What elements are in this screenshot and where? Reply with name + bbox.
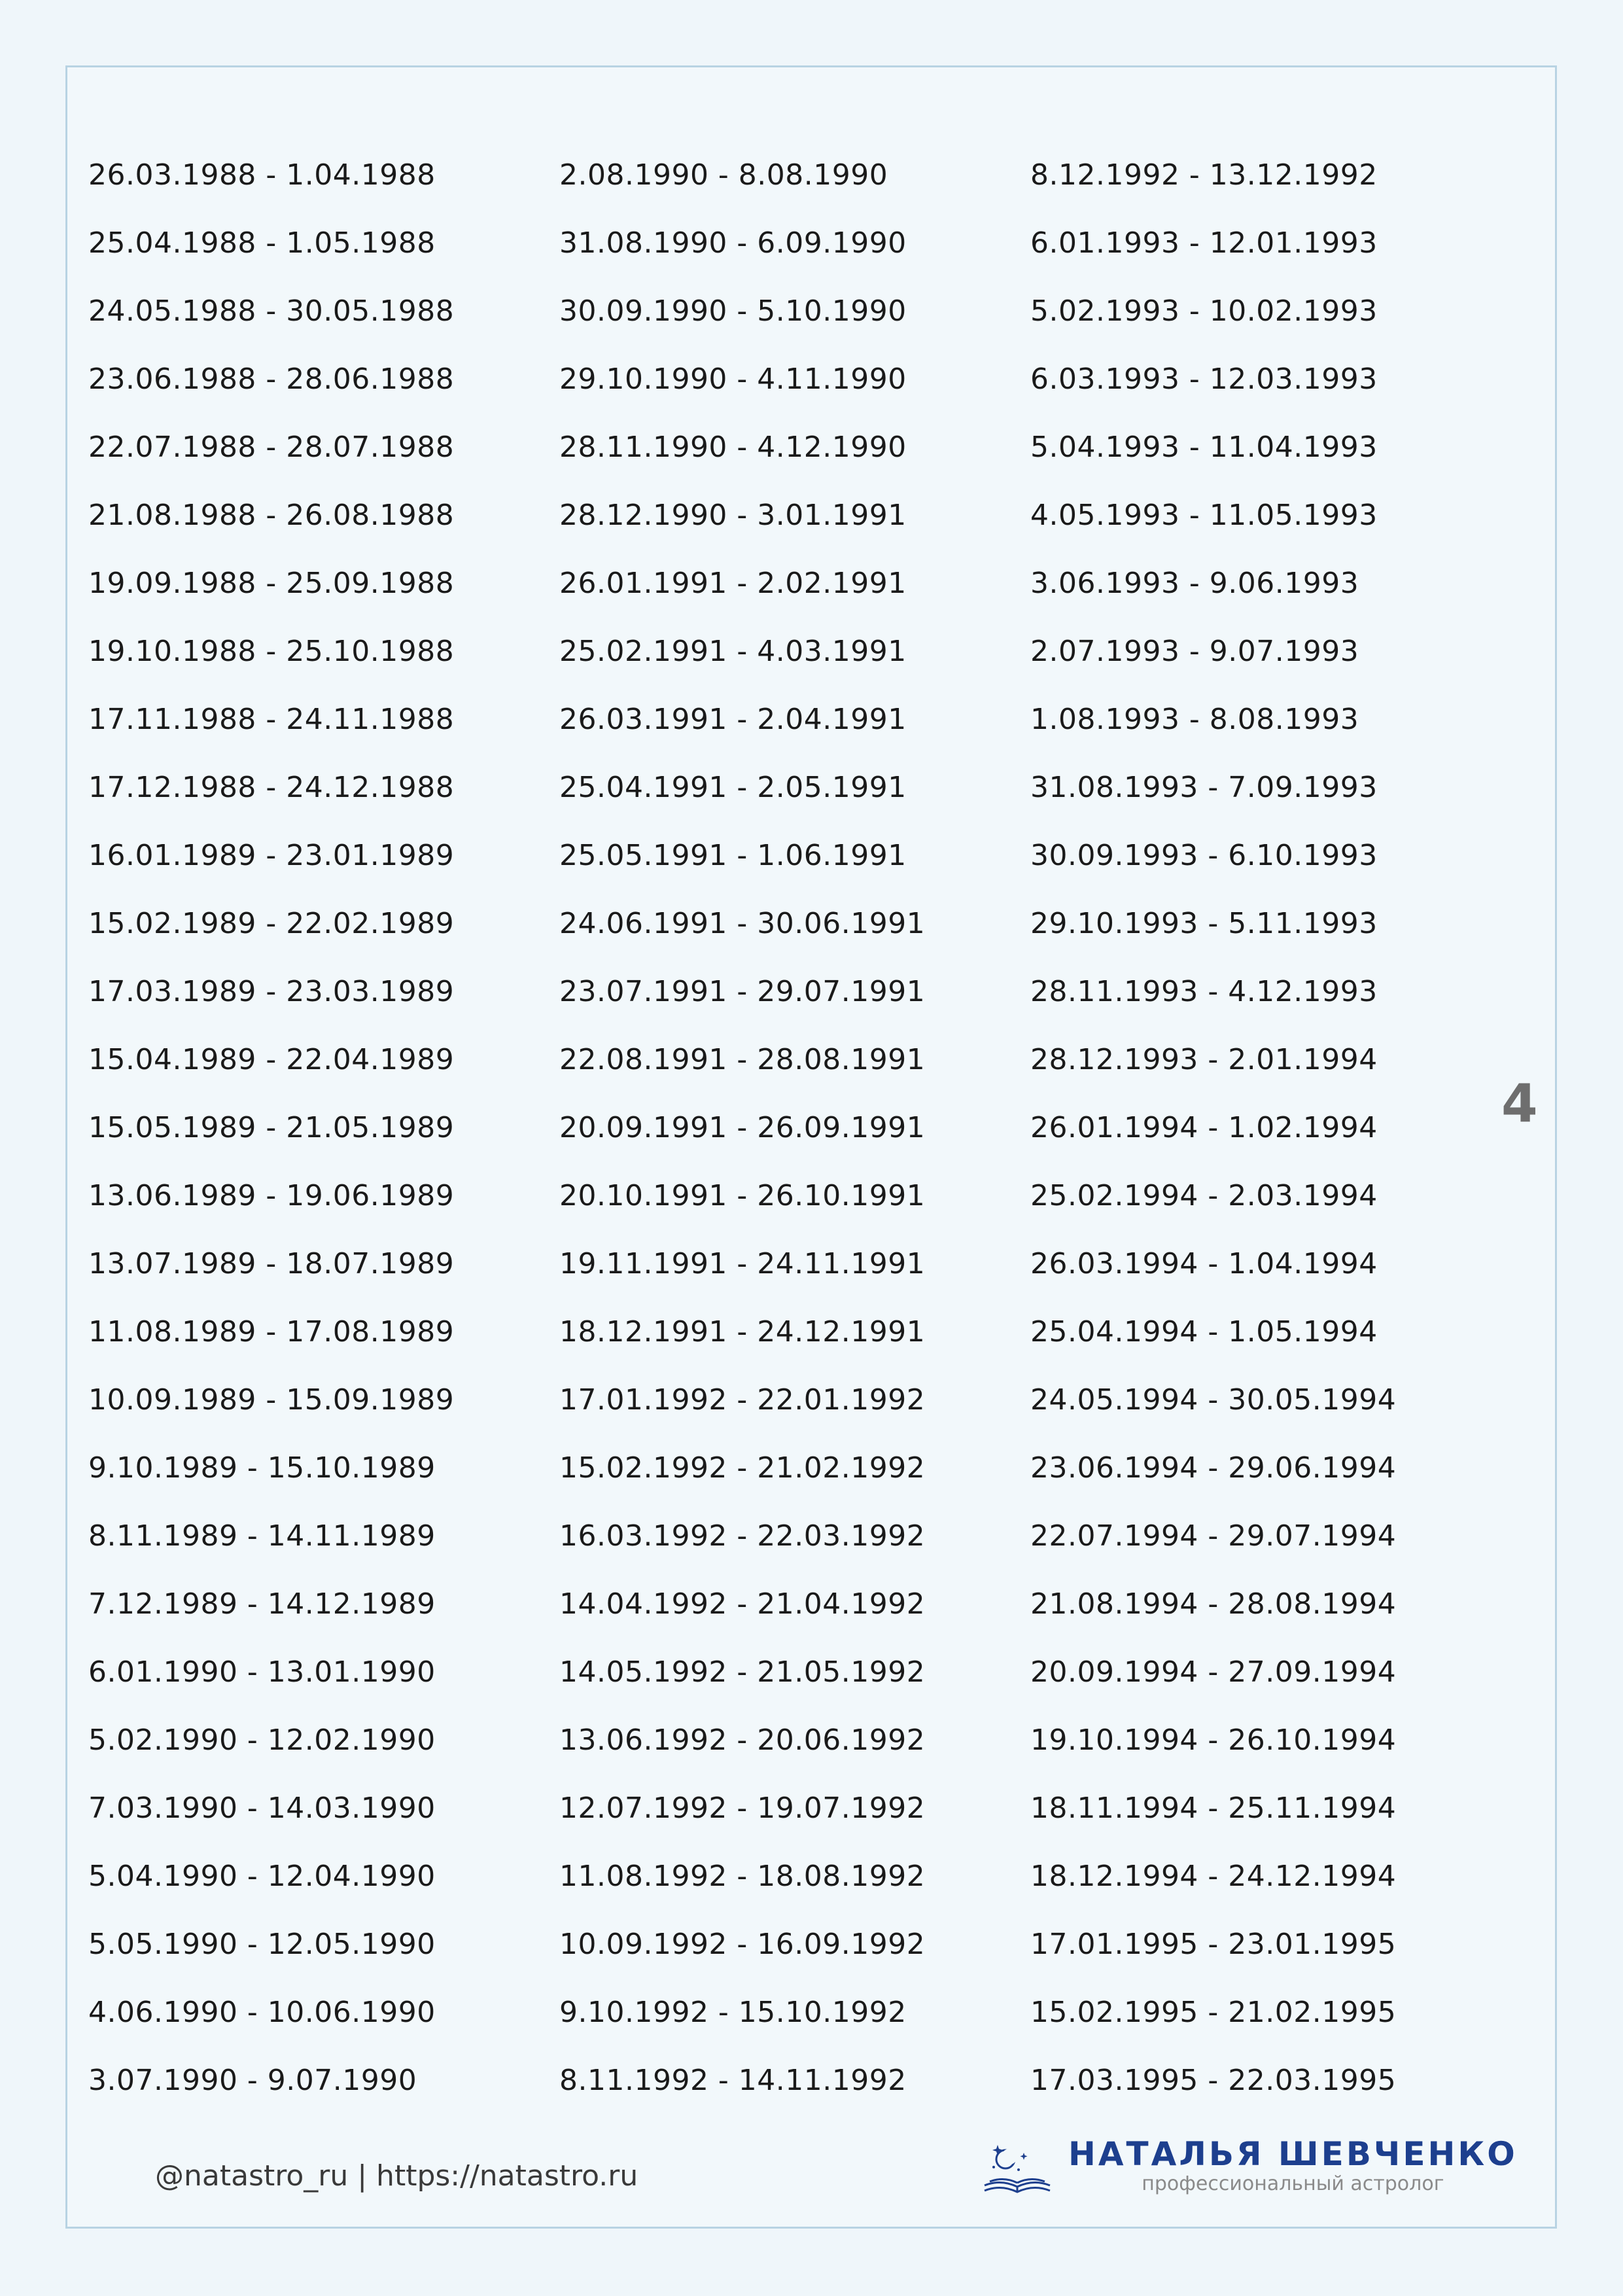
date-range-item: 25.02.1994 - 2.03.1994 xyxy=(1030,1179,1378,1212)
book-star-logo-icon xyxy=(978,2133,1056,2199)
date-range-item: 8.11.1992 - 14.11.1992 xyxy=(559,2064,907,2097)
date-range-item: 5.05.1990 - 12.05.1990 xyxy=(88,1928,436,1961)
date-range-item: 20.09.1991 - 26.09.1991 xyxy=(559,1111,926,1144)
date-range-item: 15.02.1989 - 22.02.1989 xyxy=(88,907,455,940)
date-range-item: 16.01.1989 - 23.01.1989 xyxy=(88,839,455,872)
date-range-item: 14.04.1992 - 21.04.1992 xyxy=(559,1587,926,1621)
date-range-item: 14.05.1992 - 21.05.1992 xyxy=(559,1655,926,1689)
date-range-item: 23.06.1988 - 28.06.1988 xyxy=(88,362,455,396)
date-range-item: 16.03.1992 - 22.03.1992 xyxy=(559,1519,926,1553)
date-range-item: 26.03.1988 - 1.04.1988 xyxy=(88,158,436,192)
date-range-item: 25.04.1994 - 1.05.1994 xyxy=(1030,1315,1378,1349)
date-range-item: 28.11.1990 - 4.12.1990 xyxy=(559,431,907,464)
date-range-item: 24.06.1991 - 30.06.1991 xyxy=(559,907,926,940)
date-range-item: 25.04.1991 - 2.05.1991 xyxy=(559,771,907,804)
date-range-item: 7.03.1990 - 14.03.1990 xyxy=(88,1792,436,1825)
date-range-item: 17.03.1995 - 22.03.1995 xyxy=(1030,2064,1397,2097)
brand-name: НАТАЛЬЯ ШЕВЧЕНКО xyxy=(1068,2135,1518,2173)
date-range-item: 18.11.1994 - 25.11.1994 xyxy=(1030,1792,1397,1825)
date-range-grid xyxy=(0,141,1623,2115)
date-range-item: 7.12.1989 - 14.12.1989 xyxy=(88,1587,436,1621)
date-range-item: 29.10.1993 - 5.11.1993 xyxy=(1030,907,1378,940)
date-range-item: 17.11.1988 - 24.11.1988 xyxy=(88,703,455,736)
date-range-item: 13.06.1992 - 20.06.1992 xyxy=(559,1723,926,1757)
date-range-item: 21.08.1994 - 28.08.1994 xyxy=(1030,1587,1397,1621)
date-range-item: 5.04.1990 - 12.04.1990 xyxy=(88,1860,436,1893)
date-range-item: 4.06.1990 - 10.06.1990 xyxy=(88,1996,436,2029)
date-range-item: 8.11.1989 - 14.11.1989 xyxy=(88,1519,436,1553)
date-range-item: 3.06.1993 - 9.06.1993 xyxy=(1030,567,1359,600)
date-range-item: 31.08.1990 - 6.09.1990 xyxy=(559,226,907,260)
date-range-item: 9.10.1992 - 15.10.1992 xyxy=(559,1996,907,2029)
date-range-item: 19.10.1988 - 25.10.1988 xyxy=(88,635,455,668)
column-1 xyxy=(88,141,559,2115)
date-range-item: 11.08.1992 - 18.08.1992 xyxy=(559,1860,926,1893)
date-range-item: 28.11.1993 - 4.12.1993 xyxy=(1030,975,1378,1008)
date-range-item: 12.07.1992 - 19.07.1992 xyxy=(559,1792,926,1825)
date-range-item: 23.07.1991 - 29.07.1991 xyxy=(559,975,926,1008)
date-range-item: 29.10.1990 - 4.11.1990 xyxy=(559,362,907,396)
date-range-item: 15.02.1995 - 21.02.1995 xyxy=(1030,1996,1397,2029)
date-range-item: 28.12.1993 - 2.01.1994 xyxy=(1030,1043,1378,1076)
date-range-item: 2.07.1993 - 9.07.1993 xyxy=(1030,635,1359,668)
date-range-item: 1.08.1993 - 8.08.1993 xyxy=(1030,703,1359,736)
date-range-item: 13.07.1989 - 18.07.1989 xyxy=(88,1247,455,1280)
date-range-item: 17.12.1988 - 24.12.1988 xyxy=(88,771,455,804)
date-range-item: 10.09.1989 - 15.09.1989 xyxy=(88,1383,455,1417)
date-range-item: 22.07.1994 - 29.07.1994 xyxy=(1030,1519,1397,1553)
date-range-item: 18.12.1991 - 24.12.1991 xyxy=(559,1315,926,1349)
date-range-item: 6.03.1993 - 12.03.1993 xyxy=(1030,362,1378,396)
date-range-item: 17.01.1995 - 23.01.1995 xyxy=(1030,1928,1397,1961)
column-3 xyxy=(1030,141,1501,2115)
date-range-item: 19.11.1991 - 24.11.1991 xyxy=(559,1247,926,1280)
date-range-item: 30.09.1993 - 6.10.1993 xyxy=(1030,839,1378,872)
date-range-item: 20.10.1991 - 26.10.1991 xyxy=(559,1179,926,1212)
date-range-item: 11.08.1989 - 17.08.1989 xyxy=(88,1315,455,1349)
date-range-item: 24.05.1994 - 30.05.1994 xyxy=(1030,1383,1397,1417)
date-range-item: 19.09.1988 - 25.09.1988 xyxy=(88,567,455,600)
date-range-item: 26.03.1994 - 1.04.1994 xyxy=(1030,1247,1378,1280)
date-range-item: 5.04.1993 - 11.04.1993 xyxy=(1030,431,1378,464)
page-number: 4 xyxy=(1501,1073,1538,1134)
date-range-item: 10.09.1992 - 16.09.1992 xyxy=(559,1928,926,1961)
date-range-item: 3.07.1990 - 9.07.1990 xyxy=(88,2064,417,2097)
date-range-item: 26.03.1991 - 2.04.1991 xyxy=(559,703,907,736)
date-range-item: 4.05.1993 - 11.05.1993 xyxy=(1030,499,1378,532)
date-range-item: 21.08.1988 - 26.08.1988 xyxy=(88,499,455,532)
date-range-item: 18.12.1994 - 24.12.1994 xyxy=(1030,1860,1397,1893)
date-range-item: 31.08.1993 - 7.09.1993 xyxy=(1030,771,1378,804)
brand-text xyxy=(1068,2136,1518,2196)
date-range-item: 25.02.1991 - 4.03.1991 xyxy=(559,635,907,668)
date-range-item: 26.01.1994 - 1.02.1994 xyxy=(1030,1111,1378,1144)
date-range-item: 15.04.1989 - 22.04.1989 xyxy=(88,1043,455,1076)
date-range-item: 22.07.1988 - 28.07.1988 xyxy=(88,431,455,464)
date-range-item: 24.05.1988 - 30.05.1988 xyxy=(88,294,455,328)
date-range-item: 13.06.1989 - 19.06.1989 xyxy=(88,1179,455,1212)
footer-contacts: @natastro_ru | https://natastro.ru xyxy=(155,2159,638,2193)
date-range-item: 6.01.1990 - 13.01.1990 xyxy=(88,1655,436,1689)
date-range-item: 30.09.1990 - 5.10.1990 xyxy=(559,294,907,328)
date-range-item: 23.06.1994 - 29.06.1994 xyxy=(1030,1451,1397,1485)
date-range-item: 5.02.1990 - 12.02.1990 xyxy=(88,1723,436,1757)
brand-block xyxy=(978,2133,1518,2199)
date-range-item: 2.08.1990 - 8.08.1990 xyxy=(559,158,888,192)
date-range-item: 25.05.1991 - 1.06.1991 xyxy=(559,839,907,872)
date-range-item: 26.01.1991 - 2.02.1991 xyxy=(559,567,907,600)
column-2 xyxy=(559,141,1030,2115)
date-range-item: 5.02.1993 - 10.02.1993 xyxy=(1030,294,1378,328)
brand-subtitle: профессиональный астролог xyxy=(1142,2172,1444,2195)
date-range-item: 22.08.1991 - 28.08.1991 xyxy=(559,1043,926,1076)
date-range-item: 17.01.1992 - 22.01.1992 xyxy=(559,1383,926,1417)
date-range-item: 15.02.1992 - 21.02.1992 xyxy=(559,1451,926,1485)
date-range-item: 25.04.1988 - 1.05.1988 xyxy=(88,226,436,260)
date-range-item: 9.10.1989 - 15.10.1989 xyxy=(88,1451,436,1485)
date-range-item: 6.01.1993 - 12.01.1993 xyxy=(1030,226,1378,260)
date-range-item: 19.10.1994 - 26.10.1994 xyxy=(1030,1723,1397,1757)
date-range-item: 20.09.1994 - 27.09.1994 xyxy=(1030,1655,1397,1689)
date-range-item: 8.12.1992 - 13.12.1992 xyxy=(1030,158,1378,192)
date-range-item: 15.05.1989 - 21.05.1989 xyxy=(88,1111,455,1144)
date-range-item: 17.03.1989 - 23.03.1989 xyxy=(88,975,455,1008)
date-range-item: 28.12.1990 - 3.01.1991 xyxy=(559,499,907,532)
